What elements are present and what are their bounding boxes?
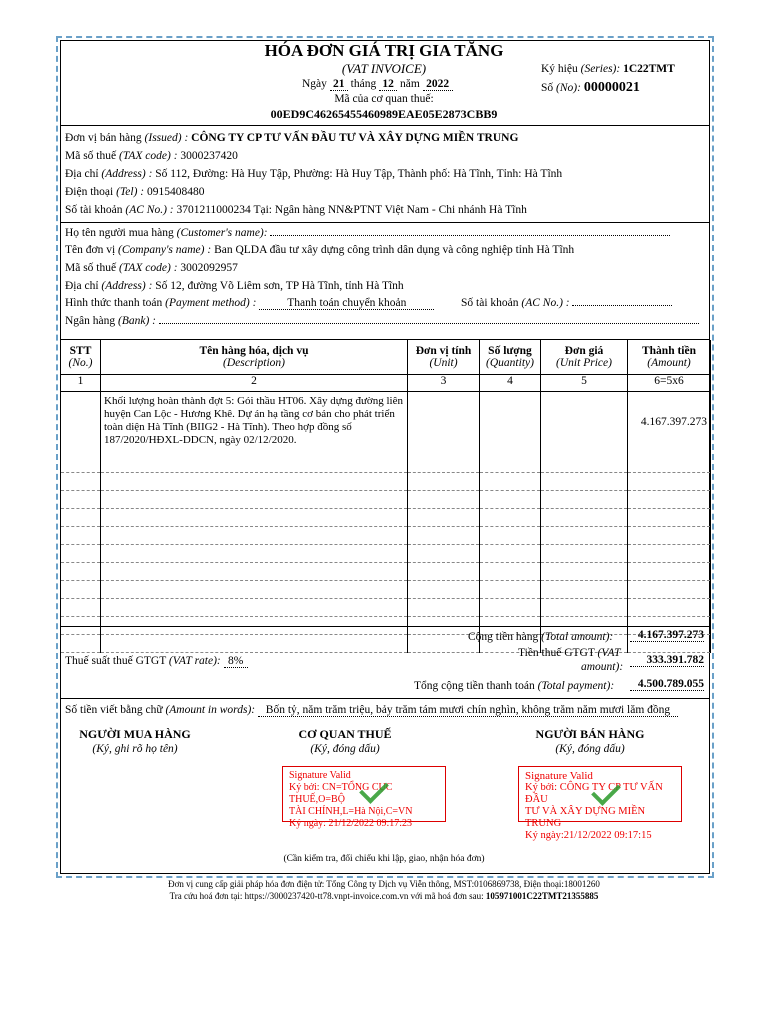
divider: [60, 125, 710, 126]
buyer-tax-label-en: (TAX code) :: [118, 262, 178, 274]
buyer-tax: 3002092957: [180, 262, 238, 274]
table-row: [61, 491, 711, 509]
buyer-address: Số 12, đường Võ Liêm sơn, TP Hà Tĩnh, tỉnh Hà Tĩnh: [155, 280, 404, 292]
seller-tel-label: Điện thoại: [65, 186, 114, 198]
lookup-prefix: Tra cứu hoá đơn tại: https://3000237420-tt78.vnpt-invoice.com.vn với mã hoá đơn sau:: [169, 891, 484, 901]
buyer-payment-label-en: (Payment method) :: [165, 297, 257, 309]
total-amount-row: [468, 631, 613, 643]
row-unit: [408, 392, 480, 473]
seller-account: 3701211000234 Tại: Ngân hàng NN&PTNT Việt Nam - Chi nhánh Hà Tĩnh: [176, 204, 527, 216]
buyer-company-label-en: (Company's name) :: [118, 244, 212, 256]
number-value: 00000021: [583, 80, 640, 95]
divider: [60, 698, 710, 699]
total-payment-label-en: (Total payment):: [537, 680, 615, 692]
invoice-date: [302, 78, 453, 91]
row-no: [61, 392, 101, 473]
header-quantity: Số lượng (Quantity): [480, 340, 541, 375]
vat-rate-row: [65, 655, 248, 668]
seller-signature-box: [518, 766, 682, 841]
seller-address: Số 112, Đường: Hà Huy Tập, Phường: Hà Huy Tập, Thành phố: Hà Tĩnh, Tỉnh: Hà Tĩnh: [155, 168, 563, 180]
buyer-address-row: [65, 280, 404, 292]
vat-rate-label-en: (VAT rate):: [168, 655, 221, 667]
number-label-en: (No):: [556, 82, 581, 94]
total-payment-row: [414, 680, 614, 692]
seller-name-row: [65, 132, 518, 144]
vat-amount-label: Tiền thuế GTGT (VAT: [518, 647, 621, 659]
series-value: 1C22TMT: [623, 63, 675, 75]
row-amount: 4.167.397.273: [628, 392, 711, 473]
seller-name: CÔNG TY CP TƯ VẤN ĐẦU TƯ VÀ XÂY DỰNG MIỀN TRUNG: [191, 132, 519, 144]
amount-in-words-row: [65, 704, 678, 717]
buyer-bank-label: Ngân hàng: [65, 315, 116, 327]
table-row: [61, 581, 711, 599]
signature-line: Ký ngày: 21/12/2022 09:17:23: [289, 818, 413, 829]
buyer-bank-row: [65, 315, 699, 327]
year-value: 2022: [423, 78, 453, 91]
header-unit-price: Đơn giá (Unit Price): [541, 340, 628, 375]
words-label: Số tiền viết bằng chữ: [65, 704, 163, 716]
signature-line: Ký bởi: CÔNG TY CP TƯ VẤN ĐẦU: [525, 782, 663, 805]
col-number: 2: [101, 375, 408, 392]
total-label-en: (Total amount):: [541, 631, 614, 643]
lookup-note: [0, 891, 768, 901]
buyer-bank-value: [159, 323, 699, 324]
seller-account-label: Số tài khoản: [65, 204, 123, 216]
vat-amount-label-en: amount):: [581, 661, 624, 673]
seller-name-label-en: (Issued) :: [144, 132, 189, 144]
check-note: (Cần kiểm tra, đối chiếu khi lập, giao, nhận hóa đơn): [283, 854, 485, 864]
signature-line: Ký bởi: CN=TỔNG CỤC THUẾ,O=BỘ: [289, 782, 393, 805]
signature-status: Signature Valid: [525, 770, 593, 782]
row-unit-price: [541, 392, 628, 473]
year-label: năm: [399, 78, 420, 90]
day-value: 21: [330, 78, 348, 91]
buyer-address-label-en: (Address) :: [101, 280, 153, 292]
authority-code-label: Mã của cơ quan thuế:: [334, 93, 434, 105]
divider: [60, 626, 710, 627]
buyer-company: Ban QLDA đầu tư xây dựng công trình dân dụng và công nghiệp tỉnh Hà Tĩnh: [214, 244, 575, 256]
authority-code: 00ED9C46265455460989EAE05E2873CBB9: [270, 107, 498, 121]
invoice-title: HÓA ĐƠN GIÁ TRỊ GIA TĂNG: [264, 41, 504, 60]
row-description: Khối lượng hoàn thành đợt 5: Gói thầu HT06. Xây dựng đường liên huyện Can Lộc - Hương Khê. Dự án hạ tầng cơ bản cho phát triển toàn diện Hà Tĩnh (BIIG2 - Hà Tĩnh). Theo hợp đồng số 187/2020/HĐXL-DDCN, ngày 02/12/2020.: [101, 392, 408, 473]
col-number: 4: [480, 375, 541, 392]
tax-sign-note: (Ký, đóng dấu): [310, 743, 380, 755]
buyer-customer-label: Họ tên người mua hàng: [65, 227, 174, 239]
buyer-sign-note: (Ký, ghi rõ họ tên): [92, 743, 178, 755]
lookup-code: 105971001C22TMT21355885: [485, 891, 599, 901]
vat-rate: 8%: [224, 655, 248, 668]
words-label-en: (Amount in words):: [165, 704, 256, 716]
seller-tax-label-en: (TAX code) :: [118, 150, 178, 162]
buyer-customer-value: [270, 235, 670, 236]
buyer-customer-row: [65, 227, 670, 239]
buyer-account-label: Số tài khoản: [461, 297, 519, 309]
column-number-row: [61, 375, 711, 392]
table-row: [61, 392, 711, 473]
seller-sign-title: NGƯỜI BÁN HÀNG: [535, 727, 645, 741]
series-label-en: (Series):: [580, 63, 621, 75]
buyer-company-label: Tên đơn vị: [65, 244, 116, 256]
col-number: 3: [408, 375, 480, 392]
vat-amount: 333.391.782: [630, 654, 704, 667]
seller-tax-row: [65, 150, 238, 162]
table-header-row: [61, 340, 711, 375]
table-row: [61, 509, 711, 527]
signature-line: TƯ VÀ XÂY DỰNG MIỀN TRUNG: [525, 806, 646, 829]
signature-status: Signature Valid: [289, 770, 351, 781]
seller-account-row: [65, 204, 527, 216]
number-field: [541, 80, 640, 96]
buyer-account-value: [572, 305, 672, 306]
total-payment-label: Tổng cộng tiền thanh toán: [414, 680, 535, 692]
tax-sign-title: CƠ QUAN THUẾ: [298, 727, 392, 741]
buyer-account-row: [461, 297, 672, 309]
total-label: Cộng tiền hàng: [468, 631, 539, 643]
divider: [60, 222, 710, 223]
col-number: 6=5x6: [628, 375, 711, 392]
day-label: Ngày: [302, 78, 327, 90]
total-payment: 4.500.789.055: [630, 678, 704, 691]
seller-tax-label: Mã số thuế: [65, 150, 117, 162]
row-quantity: [480, 392, 541, 473]
header-description: Tên hàng hóa, dịch vụ (Description): [101, 340, 408, 375]
seller-tel-row: [65, 186, 205, 198]
header-amount: Thành tiền (Amount): [628, 340, 711, 375]
buyer-tax-label: Mã số thuế: [65, 262, 117, 274]
total-amount: 4.167.397.273: [630, 629, 704, 642]
series-label: Ký hiệu: [541, 63, 578, 75]
col-number: 5: [541, 375, 628, 392]
month-label: tháng: [350, 78, 377, 90]
tax-signature-box: [282, 766, 446, 829]
header-no: STT (No.): [61, 340, 101, 375]
signature-line: TÀI CHÍNH,L=Hà Nội,C=VN: [289, 806, 413, 817]
seller-address-row: [65, 168, 562, 180]
number-label: Số: [541, 82, 554, 94]
buyer-bank-label-en: (Bank) :: [118, 315, 157, 327]
buyer-payment-label: Hình thức thanh toán: [65, 297, 163, 309]
table-row: [61, 599, 711, 617]
month-value: 12: [379, 78, 397, 91]
buyer-tax-row: [65, 262, 238, 274]
invoice-subtitle: (VAT INVOICE): [341, 61, 427, 76]
items-table: [60, 340, 711, 653]
amount-in-words: Bốn tỷ, năm trăm triệu, bảy trăm tám mươi chín nghìn, không trăm năm mươi lăm đồng: [258, 704, 678, 717]
seller-address-label-en: (Address) :: [101, 168, 153, 180]
signature-line: Ký ngày:21/12/2022 09:17:15: [525, 830, 652, 841]
seller-tax: 3000237420: [180, 150, 238, 162]
table-row: [61, 527, 711, 545]
vat-rate-label: Thuế suất thuế GTGT: [65, 655, 167, 667]
series-field: [541, 63, 675, 75]
table-row: [61, 545, 711, 563]
buyer-account-label-en: (AC No.) :: [521, 297, 570, 309]
buyer-payment: Thanh toán chuyển khoản: [259, 297, 434, 310]
seller-name-label: Đơn vị bán hàng: [65, 132, 142, 144]
table-row: [61, 563, 711, 581]
provider-note: Đơn vị cung cấp giải pháp hóa đơn điện tử: Tổng Công ty Dịch vụ Viễn thông, MST:0106869738, Điện thoại:18001260: [168, 879, 600, 889]
buyer-sign-title: NGƯỜI MUA HÀNG: [79, 727, 191, 741]
header-unit: Đơn vị tính (Unit): [408, 340, 480, 375]
buyer-address-label: Địa chỉ: [65, 280, 99, 292]
seller-account-label-en: (AC No.) :: [125, 204, 174, 216]
seller-tel: 0915408480: [147, 186, 205, 198]
buyer-customer-label-en: (Customer's name):: [176, 227, 268, 239]
seller-address-label: Địa chỉ: [65, 168, 99, 180]
seller-tel-label-en: (Tel) :: [116, 186, 145, 198]
seller-sign-note: (Ký, đóng dấu): [555, 743, 625, 755]
table-row: [61, 473, 711, 491]
buyer-payment-row: [65, 297, 434, 310]
buyer-company-row: [65, 244, 574, 256]
col-number: 1: [61, 375, 101, 392]
